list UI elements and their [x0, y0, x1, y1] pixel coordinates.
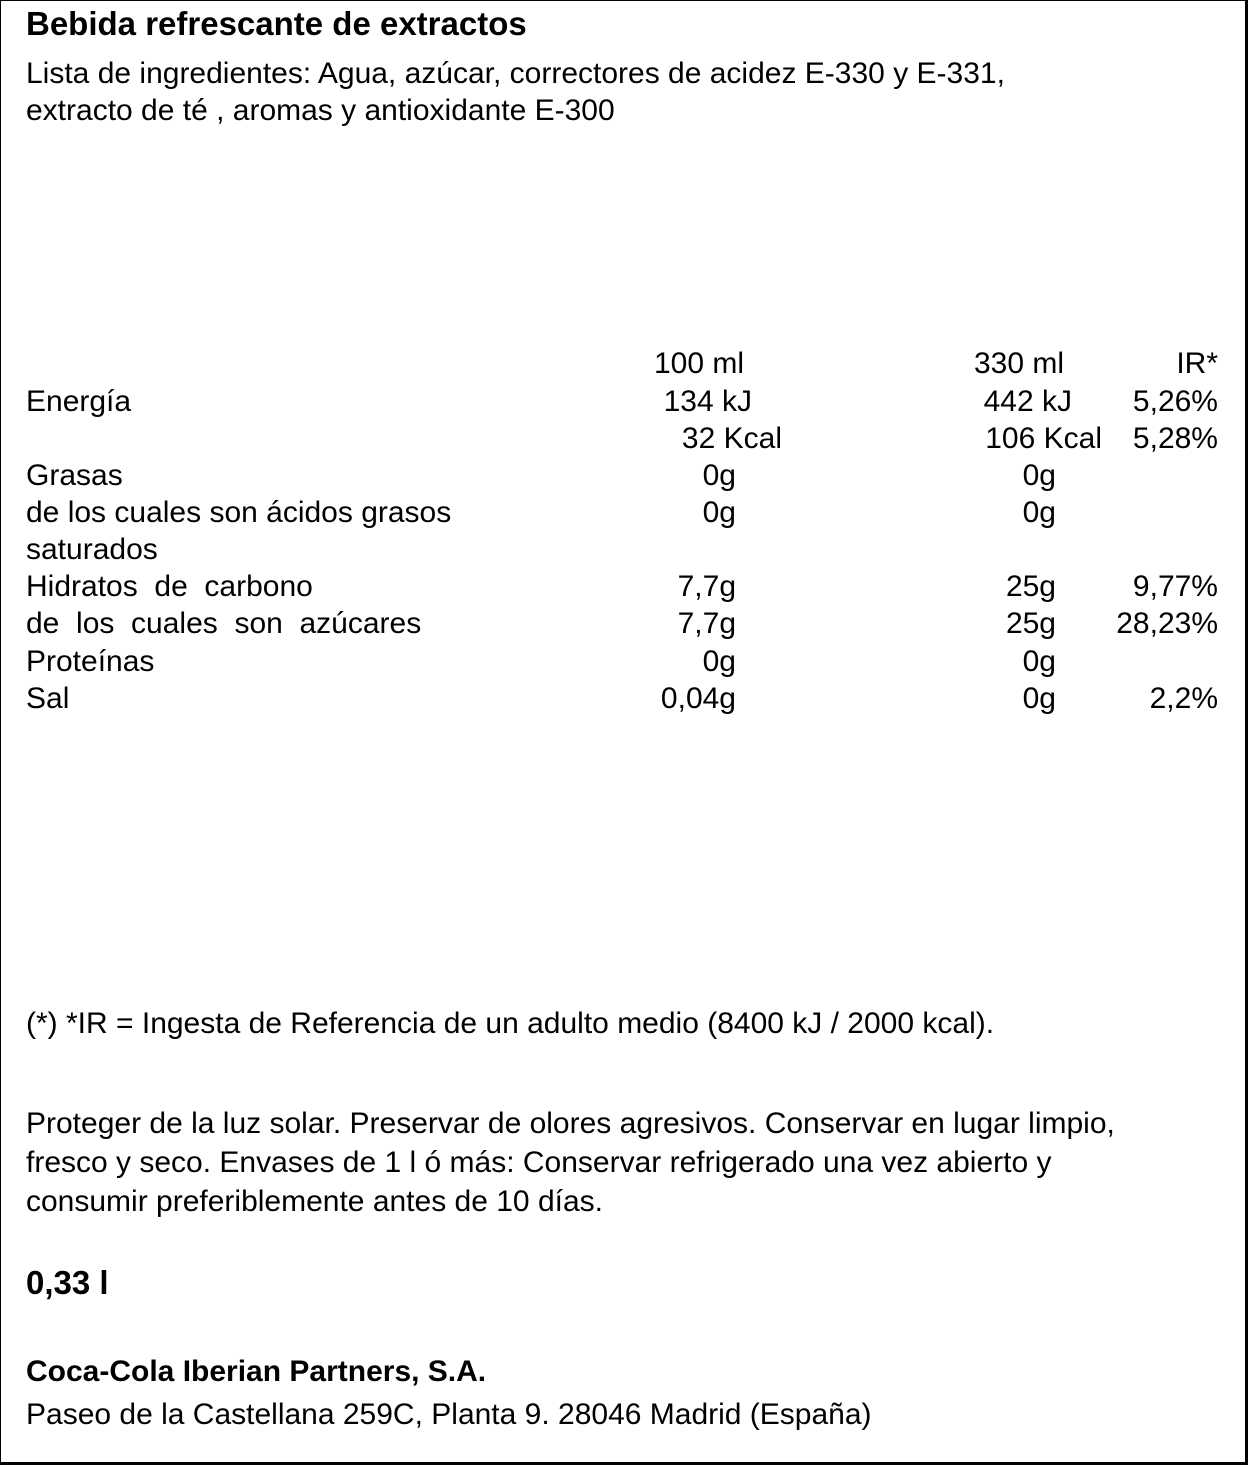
row-value-330ml: 25g [1005, 607, 1056, 640]
row-value-100ml: 7,7g [677, 607, 736, 640]
row-label: Hidratos de carbono [26, 570, 313, 603]
row-label: de los cuales son ácidos grasos [26, 496, 452, 529]
row-label: Energía [26, 385, 132, 418]
row-value-100ml: 134 kJ [663, 385, 752, 418]
ingredients-line-1: Lista de ingredientes: Agua, azúcar, correctores de acidez E-330 y E-331, [26, 57, 1005, 90]
row-value-100ml: 32 Kcal [681, 422, 782, 455]
row-value-330ml: 0g [1022, 682, 1056, 715]
row-value-330ml: 0g [1022, 496, 1056, 529]
company-name: Coca-Cola Iberian Partners, S.A. [26, 1355, 487, 1388]
header-ir: IR* [1176, 347, 1218, 380]
storage-line-3: consumir preferiblemente antes de 10 días. [26, 1185, 603, 1218]
row-value-100ml: 0,04g [660, 682, 736, 715]
row-label: saturados [26, 533, 158, 566]
row-value-ir: 28,23% [1116, 607, 1218, 640]
product-title: Bebida refrescante de extractos [26, 5, 527, 42]
row-value-ir: 2,2% [1149, 682, 1218, 715]
row-label: de los cuales son azúcares [26, 607, 422, 640]
row-value-330ml: 25g [1005, 570, 1056, 603]
row-value-100ml: 0g [702, 645, 736, 678]
row-label: Proteínas [26, 645, 155, 678]
row-value-100ml: 0g [702, 459, 736, 492]
row-value-ir: 9,77% [1132, 570, 1218, 603]
row-value-330ml: 0g [1022, 645, 1056, 678]
footnote: (*) *IR = Ingesta de Referencia de un adulto medio (8400 kJ / 2000 kcal). [26, 1007, 995, 1040]
row-label: Sal [26, 682, 70, 715]
volume: 0,33 l [26, 1264, 109, 1301]
row-value-ir: 5,26% [1132, 385, 1218, 418]
row-value-330ml: 442 kJ [983, 385, 1072, 418]
row-value-100ml: 0g [702, 496, 736, 529]
row-label: Grasas [26, 459, 123, 492]
row-value-330ml: 0g [1022, 459, 1056, 492]
row-value-100ml: 7,7g [677, 570, 736, 603]
row-value-ir: 5,28% [1132, 422, 1218, 455]
ingredients-line-2: extracto de té , aromas y antioxidante E-300 [26, 94, 615, 127]
storage-line-1: Proteger de la luz solar. Preservar de olores agresivos. Conservar en lugar limpio, [26, 1107, 1115, 1140]
header-330ml: 330 ml [973, 347, 1064, 380]
storage-line-2: fresco y seco. Envases de 1 l ó más: Conservar refrigerado una vez abierto y [26, 1146, 1052, 1179]
row-value-330ml: 106 Kcal [985, 422, 1102, 455]
company-address: Paseo de la Castellana 259C, Planta 9. 28046 Madrid (España) [26, 1398, 872, 1431]
header-100ml: 100 ml [653, 347, 744, 380]
